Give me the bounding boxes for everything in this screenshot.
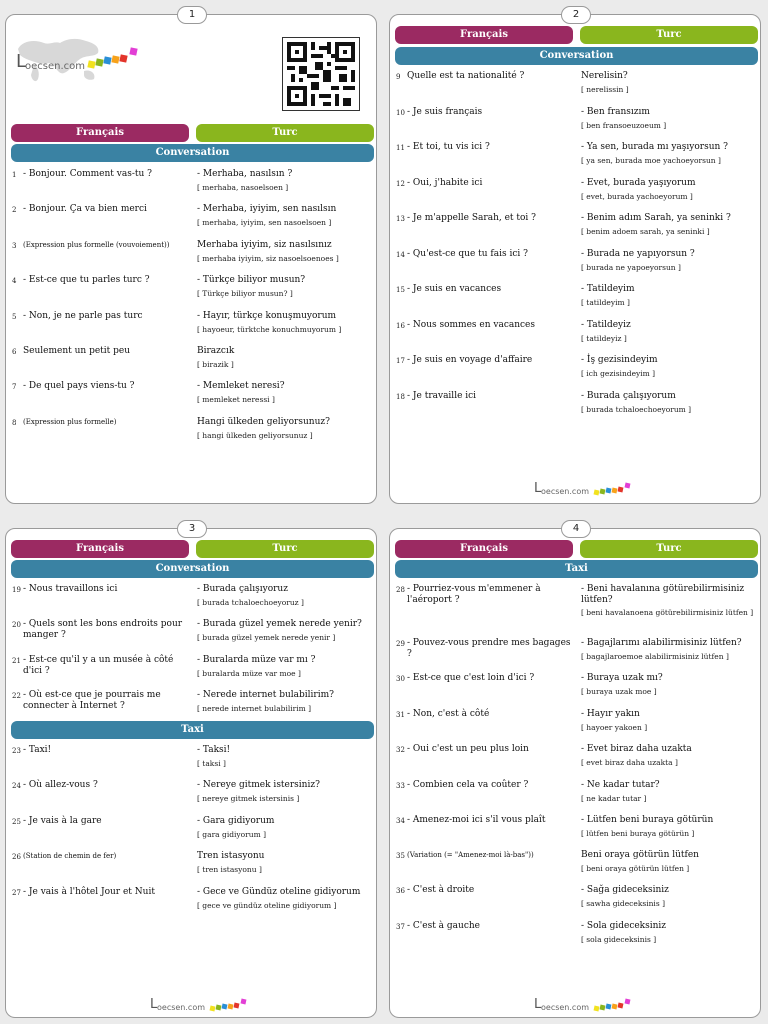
qr-code-pattern — [287, 42, 355, 106]
phrase-row — [6, 381, 378, 415]
section-title: Conversation — [11, 144, 374, 162]
header-turc: Turc — [580, 540, 758, 558]
phrase-number: 22 — [12, 692, 21, 700]
phrase-turkish: - Ne kadar tutar? — [581, 780, 660, 790]
phrase-pronunciation: [ evet, burada yachoeyorum ] — [581, 192, 693, 201]
phrase-turkish: Merhaba iyiyim, siz nasılsınız — [197, 240, 332, 250]
logo-square — [606, 1004, 612, 1010]
phrase-pronunciation: [ lütfen beni buraya götürün ] — [581, 829, 695, 838]
phrase-row — [390, 921, 762, 955]
phrase-french: Seulement un petit peu — [23, 346, 131, 356]
logo-square — [103, 56, 111, 64]
phrase-pronunciation: [ burada ne yapoeyorsun ] — [581, 263, 681, 272]
loecsen-logo — [150, 997, 260, 1019]
phrase-turkish: - Evet, burada yaşıyorum — [581, 178, 696, 188]
phrase-pronunciation: [ gara gidiyorum ] — [197, 830, 267, 839]
phrase-turkish: - Hayır, türkçe konuşmuyorum — [197, 311, 337, 321]
phrase-number: 37 — [396, 923, 405, 931]
phrase-card — [389, 523, 761, 1018]
header-turc: Turc — [196, 540, 374, 558]
phrase-french: - Pouvez-vous prendre mes bagages ? — [407, 638, 571, 659]
phrase-turkish: - Beni havalanına götürebilirmisiniz lütfen? — [581, 584, 745, 605]
phrase-number: 19 — [12, 586, 21, 594]
phrase-french: - Est-ce qu'il y a un musée à côté d'ici ? — [23, 655, 174, 676]
section-title: Taxi — [11, 721, 374, 739]
phrase-number: 31 — [396, 711, 405, 719]
logo-square — [129, 47, 137, 55]
phrase-turkish: - İş gezisindeyim — [581, 355, 658, 365]
section-title: Conversation — [395, 47, 758, 65]
phrase-row — [390, 71, 762, 105]
phrase-card — [5, 523, 377, 1018]
phrase-row — [6, 887, 378, 921]
section-title: Taxi — [395, 560, 758, 578]
phrase-turkish: - Buraya uzak mı? — [581, 673, 663, 683]
phrase-turkish: - Türkçe biliyor musun? — [197, 275, 306, 285]
logo-square — [618, 487, 624, 493]
logo-letter: L — [16, 51, 27, 72]
phrase-number: 26 — [12, 853, 21, 861]
logo-text: oecsen.com — [541, 487, 590, 496]
phrase-row — [390, 107, 762, 141]
phrase-turkish: - Burada ne yapıyorsun ? — [581, 249, 695, 259]
phrase-pronunciation: [ memleket neressi ] — [197, 395, 275, 404]
phrase-row — [6, 851, 378, 885]
phrase-number: 34 — [396, 817, 405, 825]
phrase-row — [390, 584, 762, 618]
phrase-row — [390, 249, 762, 283]
column-headers — [395, 540, 758, 558]
logo-square — [606, 488, 612, 494]
phrase-french: - Je m'appelle Sarah, et toi ? — [407, 213, 536, 223]
column-headers — [395, 26, 758, 44]
phrase-pronunciation: [ ich gezisindeyim ] — [581, 369, 656, 378]
logo-square — [625, 999, 631, 1005]
phrase-french: - Je suis en vacances — [407, 284, 502, 294]
logo-square — [234, 1003, 240, 1009]
phrase-pronunciation: [ tren istasyonu ] — [197, 865, 262, 874]
phrase-french: - Non, je ne parle pas turc — [23, 311, 143, 321]
card-number: 3 — [177, 520, 207, 538]
phrase-turkish: - Taksi! — [197, 745, 231, 755]
phrase-number: 13 — [396, 215, 405, 223]
phrase-number: 10 — [396, 109, 405, 117]
phrase-row — [390, 850, 762, 884]
logo-text: oecsen.com — [541, 1003, 590, 1012]
phrase-french: - Bonjour. Ça va bien merci — [23, 204, 147, 214]
loecsen-logo — [16, 53, 166, 83]
phrase-row — [390, 638, 762, 672]
logo-letter: L — [534, 481, 542, 496]
logo-letter: L — [534, 997, 542, 1012]
logo-square — [618, 1003, 624, 1009]
phrase-pronunciation: [ burada tchaloechoeyorum ] — [581, 405, 692, 414]
header-turc: Turc — [580, 26, 758, 44]
phrase-french: - Non, c'est à côté — [407, 709, 490, 719]
phrase-french: - De quel pays viens-tu ? — [23, 381, 135, 391]
phrase-pronunciation: [ bagajlaroemoe alabilirmisiniz lütfen ] — [581, 652, 729, 661]
column-headers — [11, 124, 374, 142]
phrase-french: - Est-ce que c'est loin d'ici ? — [407, 673, 535, 683]
phrase-row — [390, 885, 762, 919]
phrase-french: - Bonjour. Comment vas-tu ? — [23, 169, 152, 179]
phrase-row — [6, 655, 378, 689]
phrase-french: - Nous travaillons ici — [23, 584, 118, 594]
phrase-turkish: - Ben fransızım — [581, 107, 650, 117]
phrase-row — [390, 284, 762, 318]
phrase-number: 17 — [396, 357, 405, 365]
phrase-number: 1 — [12, 171, 17, 179]
phrase-row — [6, 169, 378, 203]
phrase-french: - Où allez-vous ? — [23, 780, 98, 790]
phrase-row — [390, 780, 762, 814]
phrase-row — [6, 311, 378, 345]
phrase-number: 36 — [396, 887, 405, 895]
phrase-pronunciation: [ nerelissin ] — [581, 85, 629, 94]
phrase-number: 7 — [12, 383, 17, 391]
phrase-french: - Taxi! — [23, 745, 52, 755]
phrase-number: 2 — [12, 206, 17, 214]
phrase-french: - Je suis français — [407, 107, 483, 117]
phrase-pronunciation: [ hangi ülkeden geliyorsunuz ] — [197, 431, 313, 440]
phrase-pronunciation: [ ya sen, burada moe yachoeyorsun ] — [581, 156, 721, 165]
phrase-number: 14 — [396, 251, 405, 259]
phrase-row — [6, 780, 378, 814]
phrase-number: 35 — [396, 852, 405, 860]
card-number: 4 — [561, 520, 591, 538]
phrase-pronunciation: [ burada tchaloechoeyoruz ] — [197, 598, 304, 607]
phrase-turkish: - Gece ve Gündüz oteline gidiyorum — [197, 887, 361, 897]
phrase-number: 9 — [396, 73, 401, 81]
section-title: Conversation — [11, 560, 374, 578]
phrase-pronunciation: [ beni oraya götürün lütfen ] — [581, 864, 690, 873]
phrase-french: - Est-ce que tu parles turc ? — [23, 275, 150, 285]
phrase-number: 25 — [12, 818, 21, 826]
phrase-card — [389, 9, 761, 504]
phrase-number: 12 — [396, 180, 405, 188]
header-francais: Français — [11, 540, 189, 558]
phrase-pronunciation: [ buralarda müze var moe ] — [197, 669, 301, 678]
phrase-french: - Oui c'est un peu plus loin — [407, 744, 529, 754]
phrase-pronunciation: [ beni havalanoena götürebilirmisiniz lütfen ] — [581, 608, 754, 617]
phrase-number: 20 — [12, 621, 21, 629]
logo-text: oecsen.com — [157, 1003, 206, 1012]
phrase-turkish: - Sola gideceksiniz — [581, 921, 667, 931]
phrase-turkish: Birazcık — [197, 346, 235, 356]
phrase-row — [6, 240, 378, 274]
phrase-row — [6, 816, 378, 850]
phrase-french: - Pourriez-vous m'emmener à l'aéroport ? — [407, 584, 541, 605]
phrase-row — [6, 417, 378, 451]
phrase-turkish: - Burada çalışıyorum — [581, 391, 676, 401]
phrase-pronunciation: [ ben fransoeuzoeum ] — [581, 121, 667, 130]
logo-square — [119, 54, 127, 62]
phrase-pronunciation: [ gece ve gündüz oteline gidiyorum ] — [197, 901, 337, 910]
phrase-french: - C'est à gauche — [407, 921, 480, 931]
phrase-number: 24 — [12, 782, 21, 790]
phrase-pronunciation: [ merhaba, nasoelsoen ] — [197, 183, 289, 192]
phrase-row — [6, 346, 378, 380]
phrase-turkish: - Burada güzel yemek nerede yenir? — [197, 619, 362, 629]
phrase-pronunciation: [ Türkçe biliyor musun? ] — [197, 289, 293, 298]
phrase-turkish: - Ya sen, burada mı yaşıyorsun ? — [581, 142, 728, 152]
phrase-number: 23 — [12, 747, 21, 755]
phrase-turkish: - Buralarda müze var mı ? — [197, 655, 316, 665]
phrase-pronunciation: [ merhaba iyiyim, siz nasoelsoenoes ] — [197, 254, 339, 263]
phrase-turkish: - Hayır yakın — [581, 709, 640, 719]
phrase-french: - Qu'est-ce que tu fais ici ? — [407, 249, 528, 259]
qr-code — [282, 37, 360, 111]
phrase-french: - Je travaille ici — [407, 391, 477, 401]
phrase-number: 11 — [396, 144, 405, 152]
phrase-turkish: - Memleket neresi? — [197, 381, 285, 391]
phrase-turkish: Nerelisin? — [581, 71, 628, 81]
phrase-french: (Variation (= "Amenez-moi là-bas")) — [407, 851, 534, 859]
phrase-turkish: - Merhaba, nasılsın ? — [197, 169, 293, 179]
phrase-row — [390, 320, 762, 354]
phrase-turkish: - Gara gidiyorum — [197, 816, 275, 826]
phrase-row — [390, 709, 762, 743]
phrase-french: - Combien cela va coûter ? — [407, 780, 529, 790]
phrase-row — [6, 745, 378, 779]
logo-square — [222, 1004, 228, 1010]
phrase-number: 16 — [396, 322, 405, 330]
phrase-pronunciation: [ hayoeur, türktche konuchmuyorum ] — [197, 325, 342, 334]
logo-square — [625, 483, 631, 489]
phrase-card — [5, 9, 377, 504]
phrase-row — [390, 744, 762, 778]
phrase-row — [390, 213, 762, 247]
phrase-turkish: - Burada çalışıyoruz — [197, 584, 288, 594]
phrase-french: - C'est à droite — [407, 885, 475, 895]
phrase-row — [6, 690, 378, 724]
phrase-pronunciation: [ merhaba, iyiyim, sen nasoelsoen ] — [197, 218, 332, 227]
phrase-number: 6 — [12, 348, 17, 356]
phrase-pronunciation: [ benim adoem sarah, ya seninki ] — [581, 227, 710, 236]
phrase-french: - Je vais à la gare — [23, 816, 102, 826]
phrase-turkish: - Nereye gitmek istersiniz? — [197, 780, 320, 790]
phrase-pronunciation: [ buraya uzak moe ] — [581, 687, 657, 696]
phrase-turkish: - Sağa gideceksiniz — [581, 885, 669, 895]
phrase-number: 29 — [396, 640, 405, 648]
phrase-pronunciation: [ taksi ] — [197, 759, 226, 768]
phrase-french: - Et toi, tu vis ici ? — [407, 142, 490, 152]
phrase-row — [390, 815, 762, 849]
phrase-number: 27 — [12, 889, 21, 897]
phrase-number: 33 — [396, 782, 405, 790]
phrase-pronunciation: [ hayoer yakoen ] — [581, 723, 648, 732]
phrase-turkish: - Lütfen beni buraya götürün — [581, 815, 714, 825]
card-number: 1 — [177, 6, 207, 24]
phrase-turkish: Hangi ülkeden geliyorsunuz? — [197, 417, 330, 427]
phrase-french: - Amenez-moi ici s'il vous plaît — [407, 815, 546, 825]
phrase-number: 30 — [396, 675, 405, 683]
logo-square — [241, 999, 247, 1005]
phrase-turkish: - Bagajlarımı alabilirmisiniz lütfen? — [581, 638, 742, 648]
phrase-pronunciation: [ birazik ] — [197, 360, 234, 369]
phrase-row — [390, 673, 762, 707]
phrase-row — [6, 584, 378, 618]
phrase-pronunciation: [ ne kadar tutar ] — [581, 794, 647, 803]
phrase-number: 28 — [396, 586, 405, 594]
phrase-number: 32 — [396, 746, 405, 754]
phrase-row — [390, 142, 762, 176]
loecsen-logo — [534, 481, 644, 503]
logo-square — [111, 55, 119, 63]
logo-letter: L — [150, 997, 158, 1012]
header-francais: Français — [395, 540, 573, 558]
phrase-french: (Expression plus formelle) — [23, 418, 117, 426]
phrase-french: - Je vais à l'hôtel Jour et Nuit — [23, 887, 155, 897]
phrase-turkish: - Benim adım Sarah, ya seninki ? — [581, 213, 731, 223]
phrase-row — [390, 178, 762, 212]
phrase-row — [390, 391, 762, 425]
phrase-turkish: Beni oraya götürün lütfen — [581, 850, 699, 860]
phrase-pronunciation: [ tatildeyiz ] — [581, 334, 627, 343]
phrase-row — [6, 204, 378, 238]
phrase-number: 21 — [12, 657, 21, 665]
phrase-pronunciation: [ evet biraz daha uzakta ] — [581, 758, 678, 767]
header-turc: Turc — [196, 124, 374, 142]
phrase-pronunciation: [ sawha gideceksinis ] — [581, 899, 665, 908]
phrase-pronunciation: [ burada güzel yemek nerede yenir ] — [197, 633, 336, 642]
phrase-row — [6, 619, 378, 653]
phrase-number: 5 — [12, 313, 17, 321]
phrase-french: - Quels sont les bons endroits pour manger ? — [23, 619, 183, 640]
phrase-turkish: - Evet biraz daha uzakta — [581, 744, 692, 754]
phrase-row — [390, 355, 762, 389]
column-headers — [11, 540, 374, 558]
header-francais: Français — [11, 124, 189, 142]
loecsen-logo — [534, 997, 644, 1019]
phrase-turkish: Tren istasyonu — [197, 851, 265, 861]
card-number: 2 — [561, 6, 591, 24]
phrase-french: - Je suis en voyage d'affaire — [407, 355, 533, 365]
logo-text: oecsen.com — [25, 61, 86, 72]
phrase-french: - Oui, j'habite ici — [407, 178, 483, 188]
phrase-french: (Expression plus formelle (vouvoiement)) — [23, 241, 170, 249]
phrase-french: - Nous sommes en vacances — [407, 320, 536, 330]
phrase-french: Quelle est ta nationalité ? — [407, 71, 525, 81]
phrase-number: 15 — [396, 286, 405, 294]
phrase-turkish: - Merhaba, iyiyim, sen nasılsın — [197, 204, 337, 214]
phrase-number: 18 — [396, 393, 405, 401]
phrase-number: 3 — [12, 242, 17, 250]
phrase-french: (Station de chemin de fer) — [23, 852, 117, 860]
phrase-turkish: - Tatildeyim — [581, 284, 635, 294]
phrase-turkish: - Nerede internet bulabilirim? — [197, 690, 334, 700]
phrase-number: 8 — [12, 419, 17, 427]
phrase-number: 4 — [12, 277, 17, 285]
phrase-french: - Où est-ce que je pourrais me connecter à Internet ? — [23, 690, 161, 711]
phrase-pronunciation: [ nerede internet bulabilirim ] — [197, 704, 312, 713]
phrase-row — [6, 275, 378, 309]
phrase-pronunciation: [ sola gideceksinis ] — [581, 935, 657, 944]
phrase-pronunciation: [ tatildeyim ] — [581, 298, 630, 307]
phrase-turkish: - Tatildeyiz — [581, 320, 631, 330]
phrase-pronunciation: [ nereye gitmek istersinis ] — [197, 794, 300, 803]
header-francais: Français — [395, 26, 573, 44]
